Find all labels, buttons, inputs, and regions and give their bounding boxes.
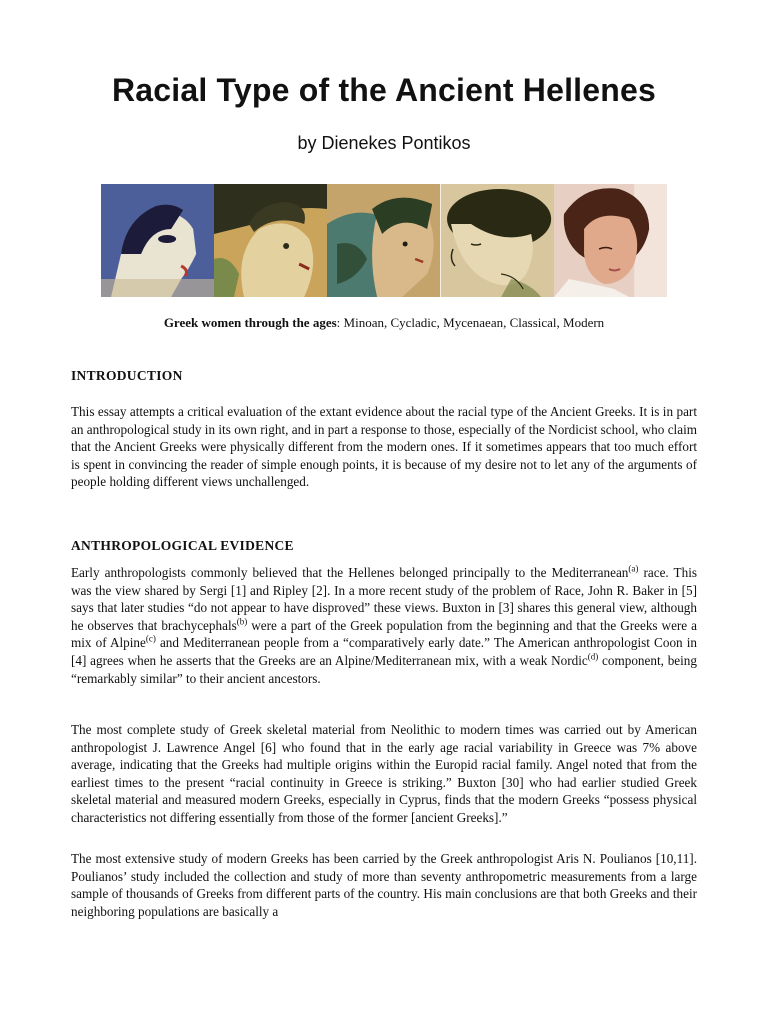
anthro-p1-text-5: component, being “remarkably similar” to their ancient ancestors.	[71, 652, 697, 686]
intro-heading: INTRODUCTION	[71, 368, 183, 383]
cycladic-portrait-image	[214, 184, 327, 297]
minoan-portrait-image	[101, 184, 214, 297]
caption-bold: Greek women through the ages	[163, 315, 337, 330]
anthro-paragraph-1	[71, 564, 697, 687]
footnote-marker-c: (c)	[145, 633, 156, 644]
mycenaean-portrait-image	[327, 184, 440, 297]
anthro-paragraph-3: The most extensive study of modern Greeks has been carried by the Greek anthropologist Aris N. Poulianos [10,11]. Poulianos’ study included the collection and study of more than seventy anthropometric measurements from a large sample of thousands of Greeks from different parts of the country. His main conclusions are that both Greeks and their neighboring populations are basically a	[71, 851, 697, 919]
anthro-paragraph-2: The most complete study of Greek skeletal material from Neolithic to modern times was carried out by American anthropologist J. Lawrence Angel [6] who found that in the early age racial variability in Greece was 7% above average, indicating that the Greeks had multiple origins within the Europid racial family. Angel noted that from the earliest times to the present “racial continuity in Greece is striking.” Buxton [30] who had earlier studied Greek skeletal material and measured modern Greeks, especially in Cyprus, finds that the modern Greeks “possess physical characteristics not differing essentially from those of the former [ancient Greeks].”	[71, 722, 697, 825]
caption-rest: : Minoan, Cycladic, Mycenaean, Classical, Modern	[336, 315, 605, 330]
document-title: Racial Type of the Ancient Hellenes	[111, 72, 657, 108]
footnote-marker-a: (a)	[628, 563, 639, 574]
footnote-marker-d: (d)	[587, 651, 599, 662]
portrait-strip	[101, 184, 667, 297]
anthro-p1-text-4: and Mediterranean people from a “comparatively early date.” The American anthropologist Coon in [4] agrees when he asserts that the Greeks are an Alpine/Mediterranean mix, with a weak Nordic	[71, 635, 697, 668]
anthro-heading: ANTHROPOLOGICAL EVIDENCE	[71, 538, 294, 553]
modern-portrait-image	[554, 184, 667, 297]
intro-paragraph: This essay attempts a critical evaluation of the extant evidence about the racial type of the Ancient Greeks. It is in part an anthropological study in its own right, and in part a response to those, especially of the Nordicist school, who claim that the Ancient Greeks were physically different from the modern ones. If it sometimes appears that too much effort is spent in convincing the reader of simple enough points, it is because of my desire not to let any of the arguments of people holding different views unchallenged.	[71, 404, 697, 490]
anthro-p1-text-3: were a part of the Greek population from the beginning and that the Greeks were a mix of Alpine	[71, 617, 698, 651]
anthro-p1-text-1: Early anthropologists commonly believed that the Hellenes belonged principally to the Mediterranean	[71, 565, 629, 580]
footnote-marker-b: (b)	[236, 616, 248, 627]
image-caption	[0, 315, 768, 331]
author-byline: by Dienekes Pontikos	[297, 133, 471, 153]
anthro-p1-text-2: race. This was the view shared by Sergi [1] and Ripley [2]. In a more recent study of the problem of Race, John R. Baker in [5] says that later studies “do not appear to have disproved” these views. Buxton in [3] shares this general view, although he observes that brachycephals	[71, 565, 697, 633]
classical-portrait-image	[441, 184, 554, 297]
